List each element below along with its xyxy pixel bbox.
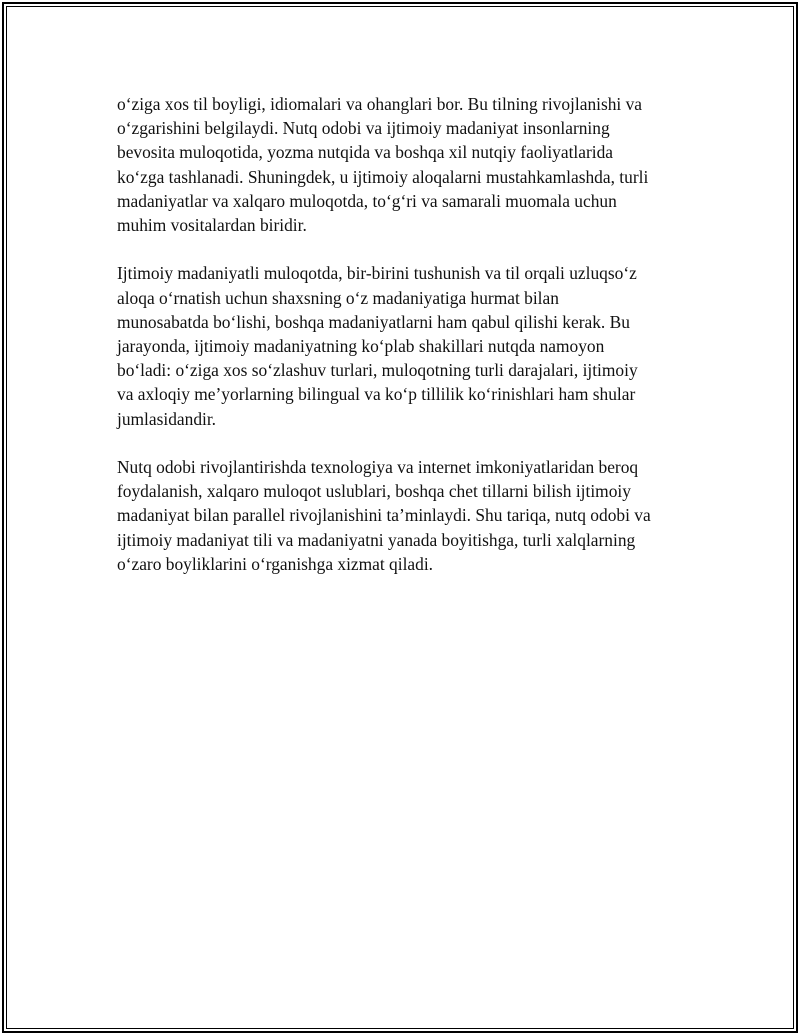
paragraph-3 (117, 455, 697, 576)
text-line: madaniyatlar va xalqaro muloqotda, to‘g‘ri va samarali muomala uchun (117, 190, 617, 211)
text-line: o‘ziga xos til boyligi, idiomalari va ohanglari bor. Bu tilning rivojlanishi va (117, 94, 643, 114)
text-line: o‘zgarishini belgilaydi. Nutq odobi va ijtimoiy madaniyat insonlarning (117, 118, 610, 139)
text-line: munosabatda bo‘lishi, boshqa madaniyatlarni ham qabul qilishi kerak. Bu (117, 311, 630, 332)
text-line: Ijtimoiy madaniyatli muloqotda, bir-birini tushunish va til orqali uzluqso‘z (117, 263, 637, 284)
paragraph-1 (117, 92, 697, 237)
text-line: ijtimoiy madaniyat tili va madaniyatni yanada boyitishga, turli xalqlarning (117, 529, 636, 550)
text-line: ko‘zga tashlanadi. Shuningdek, u ijtimoiy aloqalarni mustahkamlashda, turli (117, 166, 649, 187)
text-line: bo‘ladi: o‘ziga xos so‘zlashuv turlari, muloqotning turli darajalari, ijtimoiy (117, 360, 638, 381)
text-line: o‘zaro boyliklarini o‘rganishga xizmat qiladi. (117, 553, 434, 574)
document-body (117, 92, 697, 600)
text-line: jumlasidandir. (117, 408, 217, 429)
text-line: bevosita muloqotida, yozma nutqida va boshqa xil nutqiy faoliyatlarida (117, 142, 614, 163)
text-line: foydalanish, xalqaro muloqot uslublari, boshqa chet tillarni bilish ijtimoiy (117, 481, 631, 502)
text-line: madaniyat bilan parallel rivojlanishini ta’minlaydi. Shu tariqa, nutq odobi va (117, 505, 651, 526)
text-line: muhim vositalardan biridir. (117, 215, 307, 236)
text-line: jarayonda, ijtimoiy madaniyatning ko‘plab shakillari nutqda namoyon (117, 336, 605, 357)
text-line: va axloqiy me’yorlarning bilingual va ko‘p tillilik ko‘rinishlari ham shular (117, 384, 636, 405)
paragraph-2 (117, 261, 697, 430)
text-line: aloqa o‘rnatish uchun shaxsning o‘z madaniyatiga hurmat bilan (117, 287, 559, 308)
text-line: Nutq odobi rivojlantirishda texnologiya va internet imkoniyatlaridan beroq (117, 457, 639, 478)
